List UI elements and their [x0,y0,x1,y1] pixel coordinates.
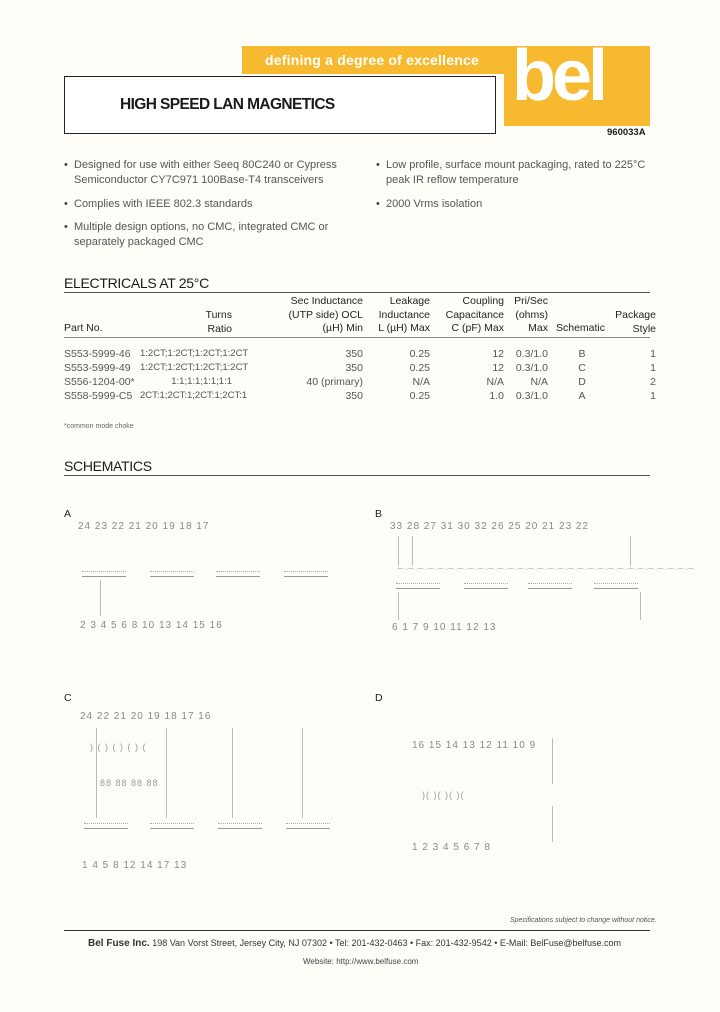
section-rule [64,475,650,476]
table-cell-leak: 0.25 [409,348,430,360]
col-header-coupling: Coupling Capacitance C (pF) Max [445,295,504,334]
section-rule [64,292,650,293]
transformer-coil [216,576,260,577]
table-cell-sch: A [578,390,586,402]
table-cell-coup: N/A [486,376,504,388]
col-header-part: Part No. [64,322,103,334]
document-number: 960033A [607,127,646,138]
transformer-coil [82,576,126,577]
transformer-coil [396,588,440,589]
table-cell-coup: 12 [492,348,504,360]
col-header-leakage: Leakage Inductance L (µH) Max [378,295,430,334]
spec-note: Specifications subject to change without notice. [510,917,657,924]
transformer-coil [464,588,508,589]
schematic-b-label: B [375,508,383,520]
table-cell-prisec: 0.3/1.0 [515,348,548,360]
col-header-schematic: Schematic [556,322,606,334]
table-cell-sec: 350 [345,348,363,360]
transformer-coil [150,576,194,577]
schematic-a-top-pins: 24 23 22 21 20 19 18 17 [78,521,210,532]
table-cell-sec: 350 [345,362,363,374]
table-cell-coup: 1.0 [489,390,504,402]
table-cell-sec: 350 [345,390,363,402]
col-header-package: Package Style [615,309,656,335]
schematic-d-bottom-pins: 1 2 3 4 5 6 7 8 [412,842,491,853]
website-link[interactable]: Website: http://www.belfuse.com [303,957,419,966]
transformer-coil [84,828,128,829]
page-title: HIGH SPEED LAN MAGNETICS [120,96,335,113]
company-name: Bel Fuse Inc. [88,938,150,949]
table-cell-sch: C [578,362,586,374]
table-cell-prisec: N/A [530,376,548,388]
transformer-coil [528,588,572,589]
footer-rule [64,930,650,931]
table-cell-coup: 12 [492,362,504,374]
transformer-coil [284,576,328,577]
footnote: *common mode choke [64,423,134,430]
table-cell-part: S553-5999-46 [64,348,131,360]
schematic-a-bottom-pins: 2 3 4 5 6 8 10 13 14 15 16 [80,620,223,631]
table-cell-leak: 0.25 [409,390,430,402]
schematic-c-top-pins: 24 22 21 20 19 18 17 16 [80,711,212,722]
table-cell-sch: B [578,348,586,360]
table-cell-pkg: 2 [650,376,656,388]
table-cell-pkg: 1 [650,348,656,360]
transformer-coil [150,828,194,829]
table-cell-part: S553-5999-49 [64,362,131,374]
feature-item: • Multiple design options, no CMC, integrated CMC or separately packaged CMC [74,220,364,250]
table-cell-part: S558-5999-C5 [64,390,133,402]
table-cell-leak: N/A [412,376,430,388]
table-cell-pkg: 1 [650,362,656,374]
transformer-coil [594,588,638,589]
schematic-c-label: C [64,692,72,704]
table-cell-prisec: 0.3/1.0 [515,362,548,374]
footer-address [88,938,621,949]
table-cell-turns: 2CT:1;2CT:1;2CT:1;2CT:1 [140,390,248,401]
feature-item: • Designed for use with either Seeq 80C240 or Cypress Semiconductor CY7C971 100Base-T4 transceivers [74,158,364,188]
col-header-prisec: Pri/Sec (ohms) Max [514,295,548,334]
table-cell-turns: 1:2CT;1:2CT;1:2CT;1:2CT [140,348,249,359]
schematic-a-label: A [64,508,72,520]
schematic-c-bottom-pins: 1 4 5 8 12 14 17 13 [82,860,188,871]
schematic-d-label: D [375,692,383,704]
table-header-rule [64,337,650,338]
address-line: 198 Van Vorst Street, Jersey City, NJ 07302 • Tel: 201-432-0463 • Fax: 201-432-9542 • E-Mail: BelFuse@belfuse.com [152,938,622,948]
col-header-sec-inductance: Sec Inductance (UTP side) OCL (µH) Min [288,295,363,334]
table-cell-leak: 0.25 [409,362,430,374]
transformer-coil [286,828,330,829]
table-cell-prisec: 0.3/1.0 [515,390,548,402]
table-cell-pkg: 1 [650,390,656,402]
table-cell-sch: D [578,376,586,388]
bel-logo: bel [512,36,605,116]
schematic-b-top-pins: 33 28 27 31 30 32 26 25 20 21 23 22 [390,521,590,532]
feature-item: • Complies with IEEE 802.3 standards [74,197,364,212]
schematic-b-bottom-pins: 6 1 7 9 10 11 12 13 [392,622,497,633]
transformer-coil [218,828,262,829]
table-cell-sec: 40 (primary) [306,376,363,388]
table-cell-part: S556-1204-00* [64,376,135,388]
electricals-heading: ELECTRICALS AT 25°C [64,275,209,291]
schematic-d-top-pins: 16 15 14 13 12 11 10 9 [412,740,537,751]
table-cell-turns: 1:2CT;1:2CT;1:2CT;1:2CT [140,362,249,373]
col-header-turns: Turns Ratio [205,309,232,335]
feature-item: • Low profile, surface mount packaging, rated to 225°C peak IR reflow temperature [386,158,656,188]
schematics-heading: SCHEMATICS [64,458,152,474]
tagline: defining a degree of excellence [265,52,479,68]
table-cell-turns: 1:1;1:1;1:1;1:1 [171,376,232,387]
feature-item: • 2000 Vrms isolation [386,197,656,212]
